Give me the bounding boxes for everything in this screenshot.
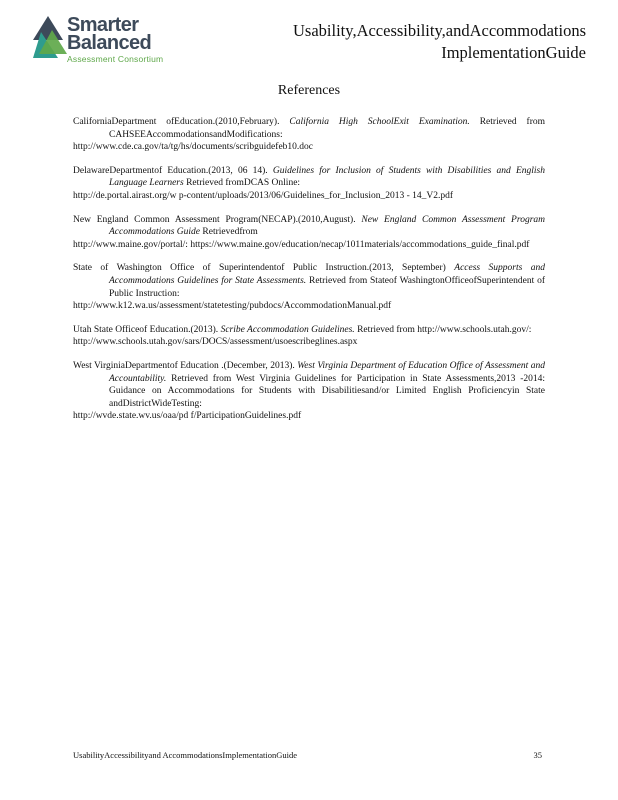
section-title: References (277, 83, 341, 98)
reference-item (73, 214, 545, 252)
reference-item (73, 360, 545, 423)
logo-wordmark-line1: Smarter (67, 14, 139, 36)
document-title-line2: ImplementationGuide (441, 43, 586, 62)
reference-lead: New England Common Assessment Program(NECAP).(2010,August). (73, 214, 356, 225)
reference-list (73, 116, 545, 434)
reference-tail: Retrieved from West Virginia Guidelines for Participation in State Assessments,2013 -2014: Guidance on Accommodations for Students with Disabilitiesand/or Limited English Proficiencyin State andDistrictWideTesting: (109, 373, 546, 409)
footer-document-title: UsabilityAccessibilityand AccommodationsImplementationGuide (73, 750, 298, 760)
reference-item (73, 116, 545, 154)
reference-tail: Retrieved from CAHSEEAccommodationsandModifications: (109, 117, 546, 140)
reference-title: West Virginia Department of Education Office of Assessment and Accountability. (109, 360, 545, 384)
reference-tail: Retrieved from http://www.schools.utah.gov/: (357, 324, 532, 335)
reference-title: California High SchoolExit Examination. (289, 117, 470, 127)
logo-mark-icon (33, 14, 67, 60)
reference-lead: DelawareDepartmentof Education.(2013, 06 14). (73, 165, 268, 176)
reference-url: http://www.maine.gov/portal/: https://www.maine.gov/education/necap/1011materials/accommodations_guide_final.pdf (73, 239, 530, 250)
reference-item (73, 165, 545, 203)
logo-tagline: Assessment Consortium (67, 54, 164, 64)
document-title (226, 20, 586, 64)
reference-item (73, 324, 545, 349)
reference-url: http://wvde.state.wv.us/oaa/pd f/ParticipationGuidelines.pdf (73, 411, 302, 422)
reference-title: Guidelines for Inclusion of Students with Disabilities and English Language Learners (109, 165, 545, 189)
reference-lead: State of Washington Office of Superintendentof Public Instruction.(2013, September) (73, 263, 446, 274)
logo-wordmark-line2: Balanced (67, 32, 152, 54)
reference-tail: Retrieved fromDCAS Online: (186, 178, 301, 189)
reference-url: http://www.cde.ca.gov/ta/tg/hs/documents/scribguidefeb10.doc (73, 142, 313, 153)
document-title-line1: Usability,Accessibility,andAccommodations (293, 21, 586, 40)
page-number: 35 (533, 750, 542, 760)
reference-tail: Retrieved from Stateof WashingtonOfficeofSuperintendent of Public Instruction: (109, 275, 545, 299)
reference-tail: Retrievedfrom (202, 227, 258, 238)
reference-lead: West VirginiaDepartmentof Education .(December, 2013). (73, 360, 295, 371)
reference-lead: CaliforniaDepartment ofEducation.(2010,February). (73, 117, 280, 127)
smarter-balanced-logo (33, 14, 183, 66)
reference-url: http://www.schools.utah.gov/sars/DOCS/assessment/usoescribeglines.aspx (73, 337, 358, 348)
reference-url: http://www.k12.wa.us/assessment/statetesting/pubdocs/AccommodationManual.pdf (73, 301, 392, 312)
reference-item (73, 262, 545, 312)
reference-title: Scribe Accommodation Guidelines. (220, 324, 355, 335)
reference-title: New England Common Assessment Program Accommodations Guide (109, 214, 546, 238)
reference-lead: Utah State Officeof Education.(2013). (73, 324, 219, 335)
reference-url: http://de.portal.airast.org/w p-content/uploads/2013/06/Guidelines_for_Inclusion_2013 - 14_V2.pdf (73, 190, 454, 201)
reference-title: Access Supports and Accommodations Guidelines for State Assessments. (109, 263, 545, 286)
